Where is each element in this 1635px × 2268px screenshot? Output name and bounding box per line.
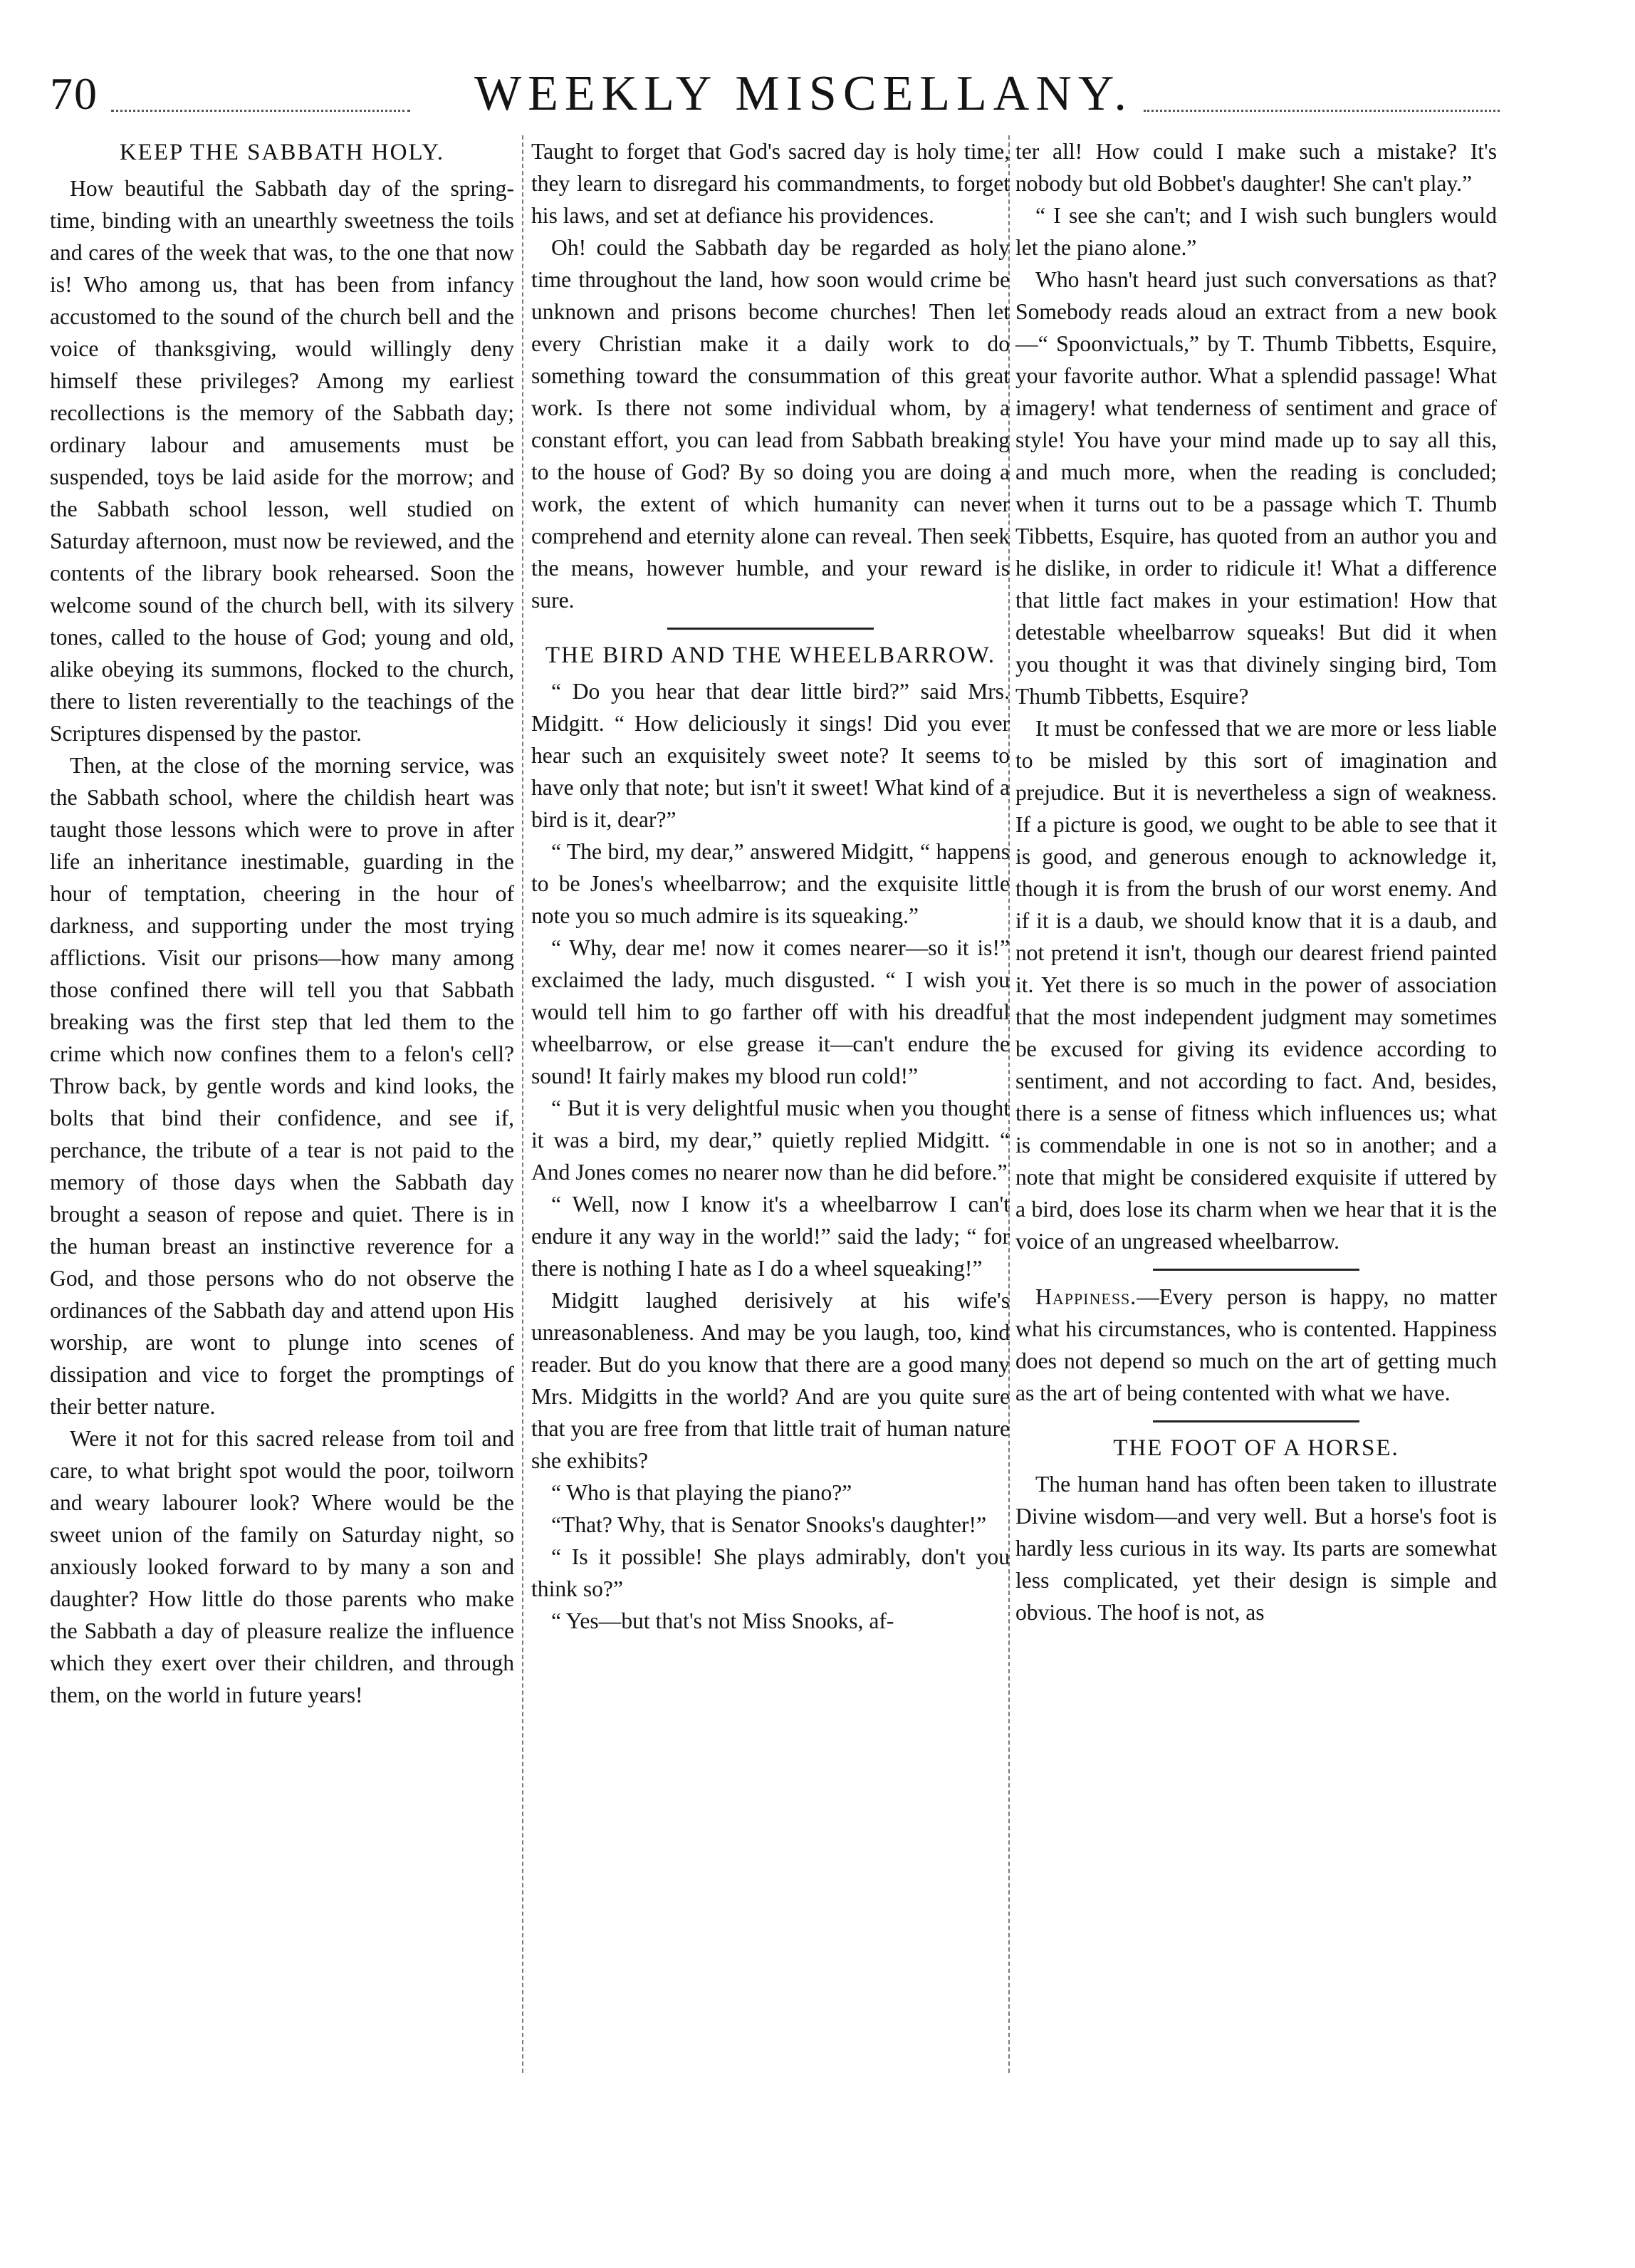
column-3 — [1015, 135, 1497, 1628]
bird-paragraph-5: “ Well, now I know it's a wheelbarrow I can't endure it any way in the world!” said the lady; “ for there is nothing I hate as I do a wheel squeaking!” — [531, 1192, 1010, 1281]
happiness-label: Happiness. — [1035, 1284, 1137, 1309]
column-1 — [50, 135, 514, 1711]
column-2 — [531, 135, 1010, 1637]
sabbath-paragraph-5: Oh! could the Sabbath day be regarded as holy time throughout the land, how soon would crime be unknown and prisons become churches! Then let every Christian make it a daily work to do something toward the consummation of this great work. Is there not some individual whom, by a constant effort, you can lead from Sabbath breaking to the house of God? By so doing you are doing a work, the extent of which humanity can never comprehend and eternity alone can reveal. Then seek the means, however humble, and your reward is sure. — [531, 235, 1010, 613]
happiness-text: —Every person is happy, no matter what his circumstances, who is contented. Happiness does not depend so much on the art of getting much as the art of being contented with what we have. — [1015, 1284, 1497, 1405]
sabbath-paragraph-4: Taught to forget that God's sacred day is holy time, they learn to disregard his commandments, to forget his laws, and set at defiance his providences. — [531, 139, 1010, 228]
bird-paragraph-11: ter all! How could I make such a mistake? It's nobody but old Bobbet's daughter! She can't play.” — [1015, 139, 1497, 196]
section-separator — [667, 628, 874, 630]
bird-paragraph-6: Midgitt laughed derisively at his wife's unreasonableness. And may be you laugh, too, kind reader. But do you know that there are a good many Mrs. Midgitts in the world? And are you quite sure that you are free from that little trait of human nature she exhibits? — [531, 1288, 1010, 1473]
masthead — [47, 66, 1500, 123]
bird-paragraph-7: “ Who is that playing the piano?” — [551, 1480, 852, 1505]
publication-title: WEEKLY MISCELLANY. — [474, 66, 1133, 121]
bird-paragraph-8: “That? Why, that is Senator Snooks's daughter!” — [551, 1512, 987, 1537]
section-separator — [1153, 1420, 1359, 1422]
bird-paragraph-2: “ The bird, my dear,” answered Midgitt, “ happens to be Jones's wheelbarrow; and the exquisite little note you so much admire is its squeaking.” — [531, 839, 1010, 928]
article-heading-bird: THE BIRD AND THE WHEELBARROW. — [545, 643, 996, 668]
bird-paragraph-14: It must be confessed that we are more or less liable to be misled by this sort of imagination and prejudice. But it is nevertheless a sign of weakness. If a picture is good, we ought to be able to see that it is good, and generous enough to acknowledge it, though it is from the brush of our worst enemy. And if it is a daub, we should know that it is a daub, and not pretend it isn't, though our dearest friend painted it. Yet there is so much in the power of association that the most independent judgment may sometimes be excused for giving its evidence according to sentiment, and not according to fact. And, besides, there is a sense of fitness which influences us; what is commendable in one is not so in another; and a note that might be considered exquisite if uttered by a bird, does lose its charm when we hear that it is the voice of an ungreased wheelbarrow. — [1015, 716, 1497, 1254]
horse-paragraph-1: The human hand has often been taken to illustrate Divine wisdom—and very well. But a horse's foot is hardly less curious in its way. Its parts are somewhat less complicated, yet their design is simple and obvious. The hoof is not, as — [1015, 1472, 1497, 1625]
bird-paragraph-9: “ Is it possible! She plays admirably, don't you think so?” — [531, 1544, 1010, 1601]
bird-paragraph-3: “ Why, dear me! now it comes nearer—so it is!” exclaimed the lady, much disgusted. “ I wish you would tell him to go farther off with his dreadful wheelbarrow, or else grease it—can't endure the sound! It fairly makes my blood run cold!” — [531, 935, 1010, 1088]
sabbath-paragraph-3: Were it not for this sacred release from toil and care, to what bright spot would the poor, toilworn and weary labourer look? Where would be the sweet union of the family on Saturday night, so anxiously looked forward to by many a son and daughter? How little do those parents who make the Sabbath a day of pleasure realize the influence which they exert over their children, and through them, on the world in future years! — [50, 1426, 514, 1707]
bird-paragraph-12: “ I see she can't; and I wish such bunglers would let the piano alone.” — [1015, 203, 1497, 260]
bird-paragraph-13: Who hasn't heard just such conversations as that? Somebody reads aloud an extract from a new book—“ Spoonvictuals,” by T. Thumb Tibbetts, Esquire, your favorite author. What a splendid passage! What imagery! what tenderness of sentiment and grace of style! You have your mind made up to say all this, and much more, when the reading is concluded; when it turns out to be a passage which T. Thumb Tibbetts, Esquire, has quoted from an author you and he dislike, in order to ridicule it! What a difference that little fact makes in your estimation! How that detestable wheelbarrow squeaks! But did it when you thought it was that divinely singing bird, Tom Thumb Tibbetts, Esquire? — [1015, 267, 1497, 709]
article-heading-sabbath: KEEP THE SABBATH HOLY. — [119, 140, 445, 165]
bird-paragraph-10: “ Yes—but that's not Miss Snooks, af- — [551, 1608, 894, 1633]
sabbath-paragraph-1: How beautiful the Sabbath day of the spring-time, binding with an unearthly sweetness the toils and cares of the week that was, to the one that now is! Who among us, that has been from infancy accustomed to the sound of the church bell and the voice of thanksgiving, would willingly deny himself these privileges? Among my earliest recollections is the memory of the Sabbath day; ordinary labour and amusements must be suspended, toys be laid aside for the morrow; and the Sabbath school lesson, well studied on Saturday afternoon, must now be reviewed, and the contents of the library book rehearsed. Soon the welcome sound of the church bell, with its silvery tones, called to the house of God; young and old, alike obeying its summons, flocked to the church, there to listen reverentially to the teachings of the Scriptures dispensed by the pastor. — [50, 176, 514, 746]
article-heading-horse: THE FOOT OF A HORSE. — [1113, 1435, 1399, 1461]
bird-paragraph-1: “ Do you hear that dear little bird?” said Mrs. Midgitt. “ How deliciously it sings! Did you ever hear such an exquisitely sweet note? It seems to have only that note; but isn't it sweet! What kind of a bird is it, dear?” — [531, 679, 1010, 832]
masthead-rule-right — [1144, 110, 1500, 112]
page-number: 70 — [50, 68, 98, 119]
section-separator — [1153, 1269, 1359, 1271]
column-rule-1 — [522, 135, 523, 2073]
happiness-paragraph — [1015, 1281, 1497, 1409]
bird-paragraph-4: “ But it is very delightful music when you thought it was a bird, my dear,” quietly replied Midgitt. “ And Jones comes no nearer now than he did before.” — [531, 1096, 1010, 1185]
masthead-rule-left — [111, 110, 410, 112]
sabbath-paragraph-2: Then, at the close of the morning service, was the Sabbath school, where the childish heart was taught those lessons which were to prove in after life an inheritance inestimable, guarding in the hour of temptation, cheering in the hour of darkness, and supporting under the most trying afflictions. Visit our prisons—how many among those confined there will tell you that Sabbath breaking was the first step that led them to the crime which now confines them to a felon's cell? Throw back, by gentle words and kind looks, the bolts that bind their confidence, and see if, perchance, the tribute of a tear is not paid to the memory of those days when the Sabbath day brought a season of repose and quiet. There is in the human breast an instinctive reverence for a God, and those persons who do not observe the ordinances of the Sabbath day and attend upon His worship, are wont to plunge into scenes of dissipation and vice to forget the promptings of their better nature. — [50, 753, 514, 1419]
